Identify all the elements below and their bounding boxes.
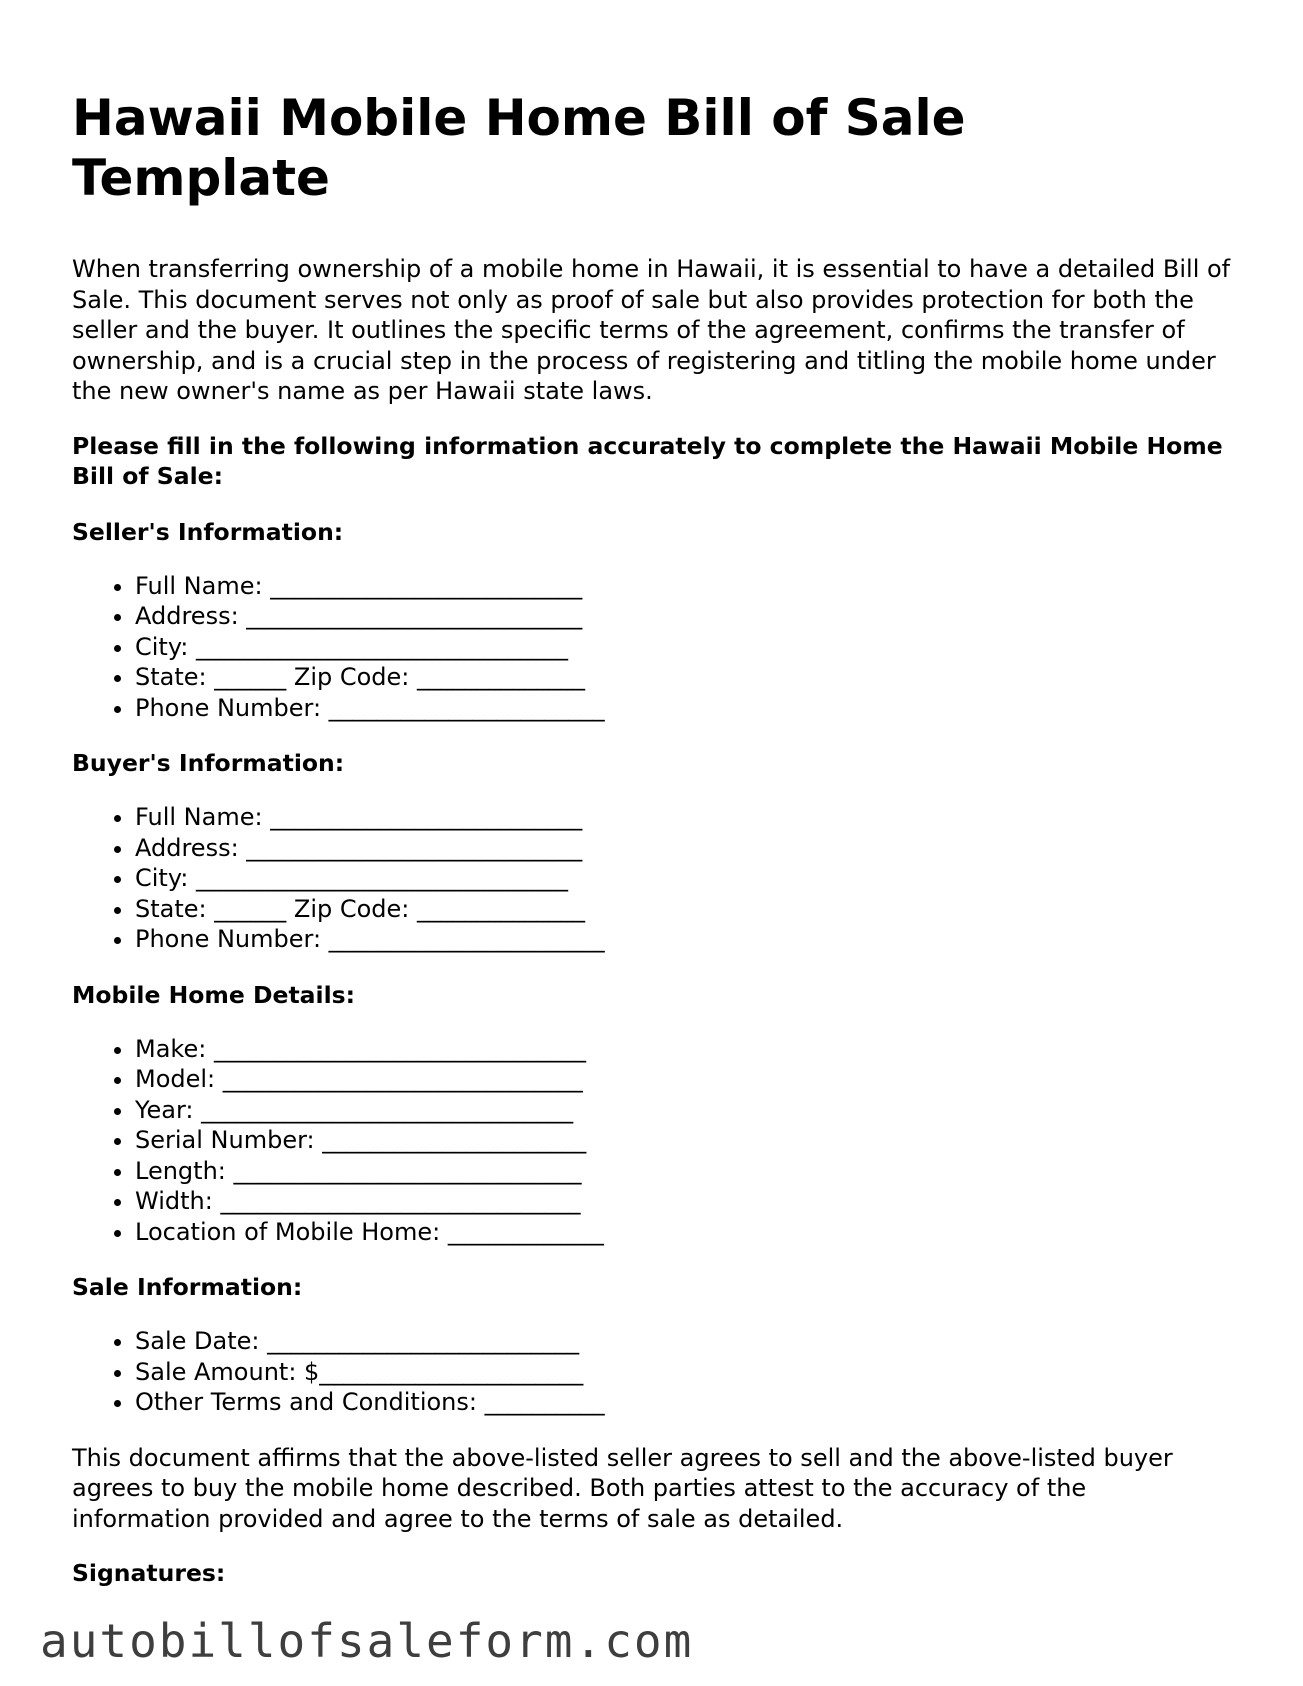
page-title: Hawaii Mobile Home Bill of Sale Template <box>72 89 966 207</box>
year-field: • Year: _______________________________ <box>135 1095 1232 1126</box>
signatures-heading: Signatures: <box>72 1559 226 1587</box>
seller-section-heading: Seller's Information: <box>72 517 344 546</box>
seller-city-field: • City: _______________________________ <box>135 632 1232 663</box>
intro-paragraph: When transferring ownership of a mobile home in Hawaii, it is essential to have a detailed Bill of Sale. This document serves not only as proof of sale but also provides protection for both the seller and the buyer. It outlines the specific terms of the agreement, confirms the transfer of ownership, and is a crucial step in the process of registering and titling the mobile home under the new owner's name as per Hawaii state laws. <box>72 255 1231 405</box>
buyer-state-zip-field: • State: ______ Zip Code: ______________ <box>135 894 1232 925</box>
seller-full-name-field: • Full Name: __________________________ <box>135 571 1232 602</box>
serial-number-field: • Serial Number: ______________________ <box>135 1125 1232 1156</box>
sale-amount-field: • Sale Amount: $______________________ <box>135 1357 1232 1388</box>
seller-fields-list <box>72 571 1232 724</box>
sale-date-field: • Sale Date: __________________________ <box>135 1326 1232 1357</box>
buyer-address-field: • Address: ____________________________ <box>135 833 1232 864</box>
mobile-home-fields-list <box>72 1034 1232 1248</box>
seller-phone-field: • Phone Number: _______________________ <box>135 693 1232 724</box>
buyer-phone-field: • Phone Number: _______________________ <box>135 924 1232 955</box>
location-field: • Location of Mobile Home: _____________ <box>135 1217 1232 1248</box>
width-field: • Width: ______________________________ <box>135 1186 1232 1217</box>
sale-section-heading: Sale Information: <box>72 1273 303 1301</box>
buyer-section-heading: Buyer's Information: <box>72 749 345 777</box>
site-watermark: autobillofsaleform.com <box>40 1614 694 1668</box>
sale-fields-list <box>72 1326 1232 1418</box>
buyer-city-field: • City: _______________________________ <box>135 863 1232 894</box>
other-terms-field: • Other Terms and Conditions: __________ <box>135 1387 1232 1418</box>
buyer-fields-list <box>72 802 1232 955</box>
seller-address-field: • Address: ____________________________ <box>135 601 1232 632</box>
mobile-home-section-heading: Mobile Home Details: <box>72 980 356 1009</box>
seller-state-zip-field: • State: ______ Zip Code: ______________ <box>135 662 1232 693</box>
length-field: • Length: _____________________________ <box>135 1156 1232 1187</box>
buyer-full-name-field: • Full Name: __________________________ <box>135 802 1232 833</box>
document-page <box>72 0 1232 1588</box>
affirmation-paragraph: This document affirms that the above-listed seller agrees to sell and the above-listed buyer agrees to buy the mobile home described. Both parties attest to the accuracy of the information provided and agree to the terms of sale as detailed. <box>72 1443 1173 1533</box>
model-field: • Model: ______________________________ <box>135 1064 1232 1095</box>
instructions-paragraph: Please fill in the following information accurately to complete the Hawaii Mobile Home Bill of Sale: <box>72 431 1223 490</box>
make-field: • Make: _______________________________ <box>135 1034 1232 1065</box>
